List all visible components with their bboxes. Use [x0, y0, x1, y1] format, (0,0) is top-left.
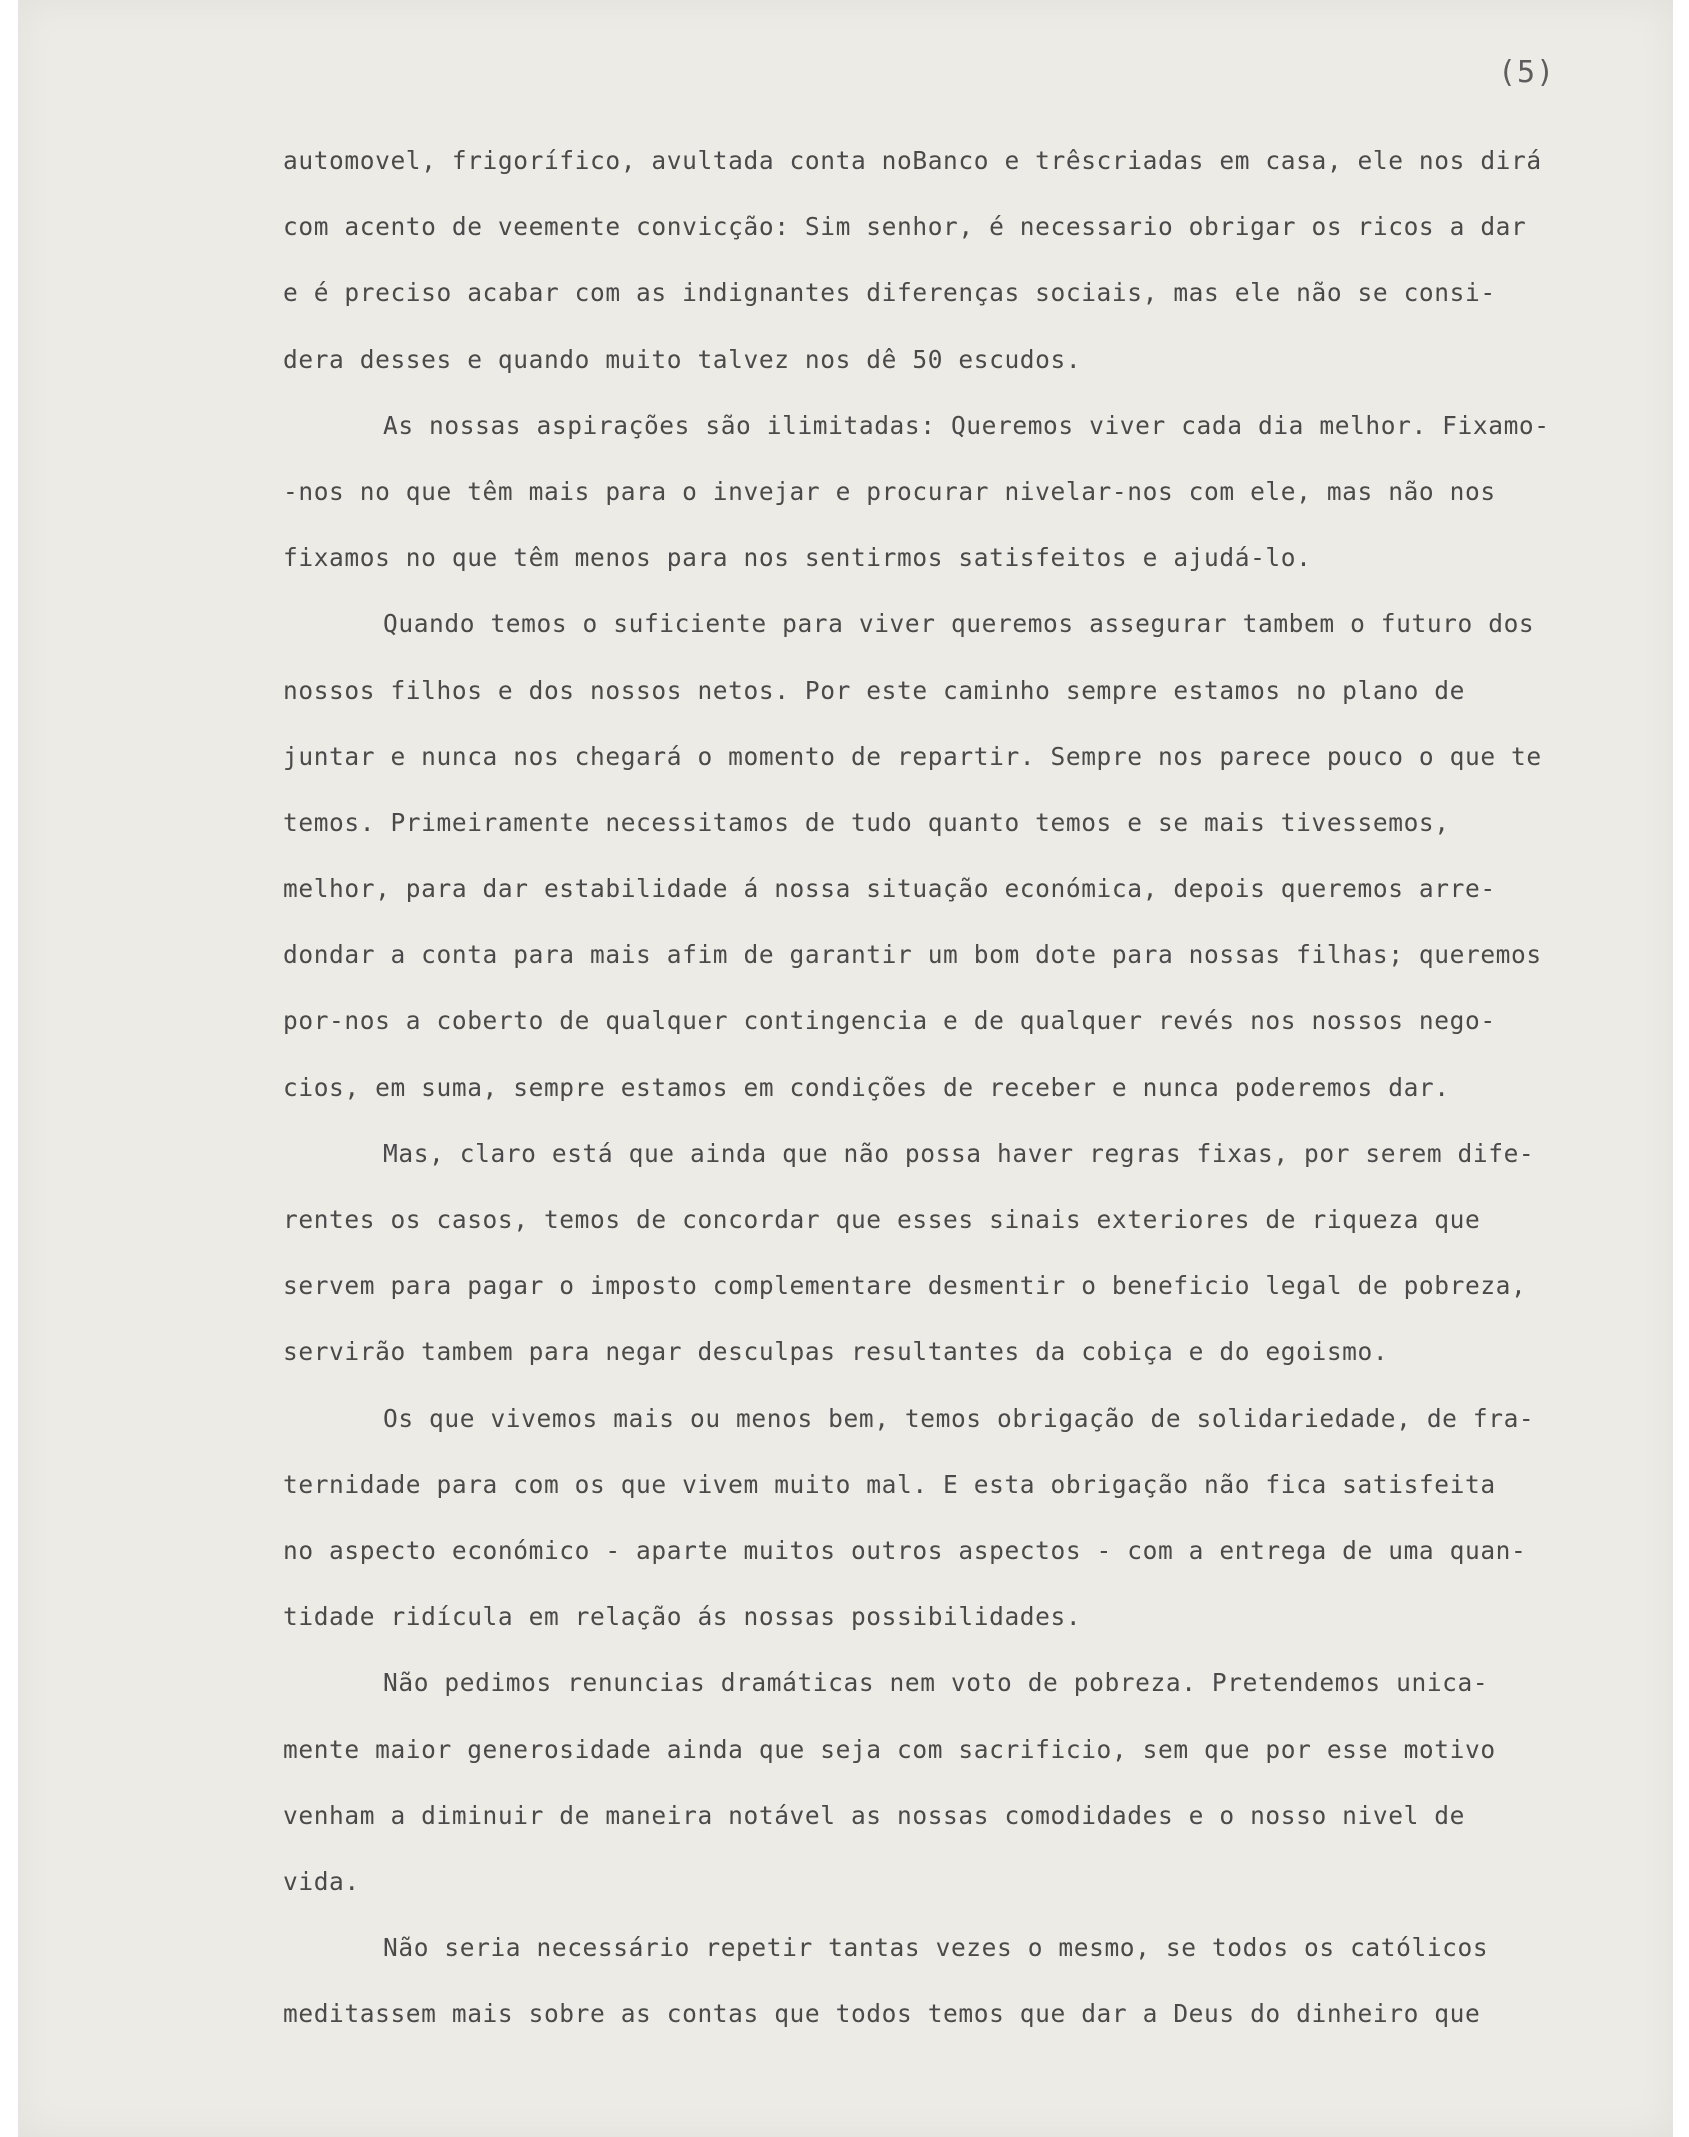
text-line: tidade ridícula em relação ás nossas possibilidades.: [283, 1602, 1082, 1632]
text-line: servirão tambem para negar desculpas resultantes da cobiça e do egoismo.: [283, 1337, 1389, 1367]
text-line: rentes os casos, temos de concordar que esses sinais exteriores de riqueza que: [283, 1205, 1481, 1234]
text-line: dera desses e quando muito talvez nos dê 50 escudos.: [283, 344, 1082, 374]
text-line: Os que vivemos mais ou menos bem, temos obrigação de solidariedade, de fra-: [383, 1403, 1535, 1433]
text-line: no aspecto económico - aparte muitos outros aspectos - com a entrega de uma quan-: [283, 1535, 1527, 1565]
text-line: e é preciso acabar com as indignantes diferenças sociais, mas ele não se consi-: [283, 278, 1496, 308]
text-line: juntar e nunca nos chegará o momento de repartir. Sempre nos parece pouco o que te: [283, 741, 1542, 771]
text-line: Não seria necessário repetir tantas vezes o mesmo, se todos os católicos: [383, 1933, 1489, 1963]
text-line: automovel, frigorífico, avultada conta noBanco e trêscriadas em casa, ele nos dirá: [283, 146, 1542, 175]
page-number: (5): [1498, 55, 1556, 90]
text-line: -nos no que têm mais para o invejar e procurar nivelar-nos com ele, mas não nos: [283, 476, 1496, 506]
text-line: ternidade para com os que vivem muito mal. E esta obrigação não fica satisfeita: [283, 1469, 1496, 1499]
text-line: melhor, para dar estabilidade á nossa situação económica, depois queremos arre-: [283, 874, 1496, 904]
text-line: As nossas aspirações são ilimitadas: Queremos viver cada dia melhor. Fixamo-: [383, 410, 1550, 440]
text-line: vida.: [283, 1866, 360, 1896]
text-line: nossos filhos e dos nossos netos. Por este caminho sempre estamos no plano de: [283, 675, 1465, 705]
text-line: Mas, claro está que ainda que não possa haver regras fixas, por serem dife-: [383, 1138, 1535, 1168]
text-line: servem para pagar o imposto complementare desmentir o beneficio legal de pobreza,: [283, 1271, 1527, 1301]
text-line: mente maior generosidade ainda que seja com sacrificio, sem que por esse motivo: [283, 1734, 1496, 1764]
body-text: [283, 140, 1658, 2059]
text-line: dondar a conta para mais afim de garantir um bom dote para nossas filhas; queremos: [283, 940, 1542, 970]
text-line: Quando temos o suficiente para viver queremos assegurar tambem o futuro dos: [383, 609, 1535, 639]
typewritten-page: [18, 0, 1673, 2137]
text-line: Não pedimos renuncias dramáticas nem voto de pobreza. Pretendemos unica-: [383, 1668, 1489, 1698]
text-line: cios, em suma, sempre estamos em condições de receber e nunca poderemos dar.: [283, 1072, 1450, 1102]
text-line: meditassem mais sobre as contas que todos temos que dar a Deus do dinheiro que: [283, 1999, 1481, 2029]
text-line: com acento de veemente convicção: Sim senhor, é necessario obrigar os ricos a dar: [283, 212, 1527, 242]
text-line: venham a diminuir de maneira notável as nossas comodidades e o nosso nivel de: [283, 1800, 1465, 1830]
text-line: temos. Primeiramente necessitamos de tudo quanto temos e se mais tivessemos,: [283, 807, 1450, 837]
text-line: por-nos a coberto de qualquer contingencia e de qualquer revés nos nossos nego-: [283, 1006, 1496, 1036]
text-line: fixamos no que têm menos para nos sentirmos satisfeitos e ajudá-lo.: [283, 543, 1312, 573]
